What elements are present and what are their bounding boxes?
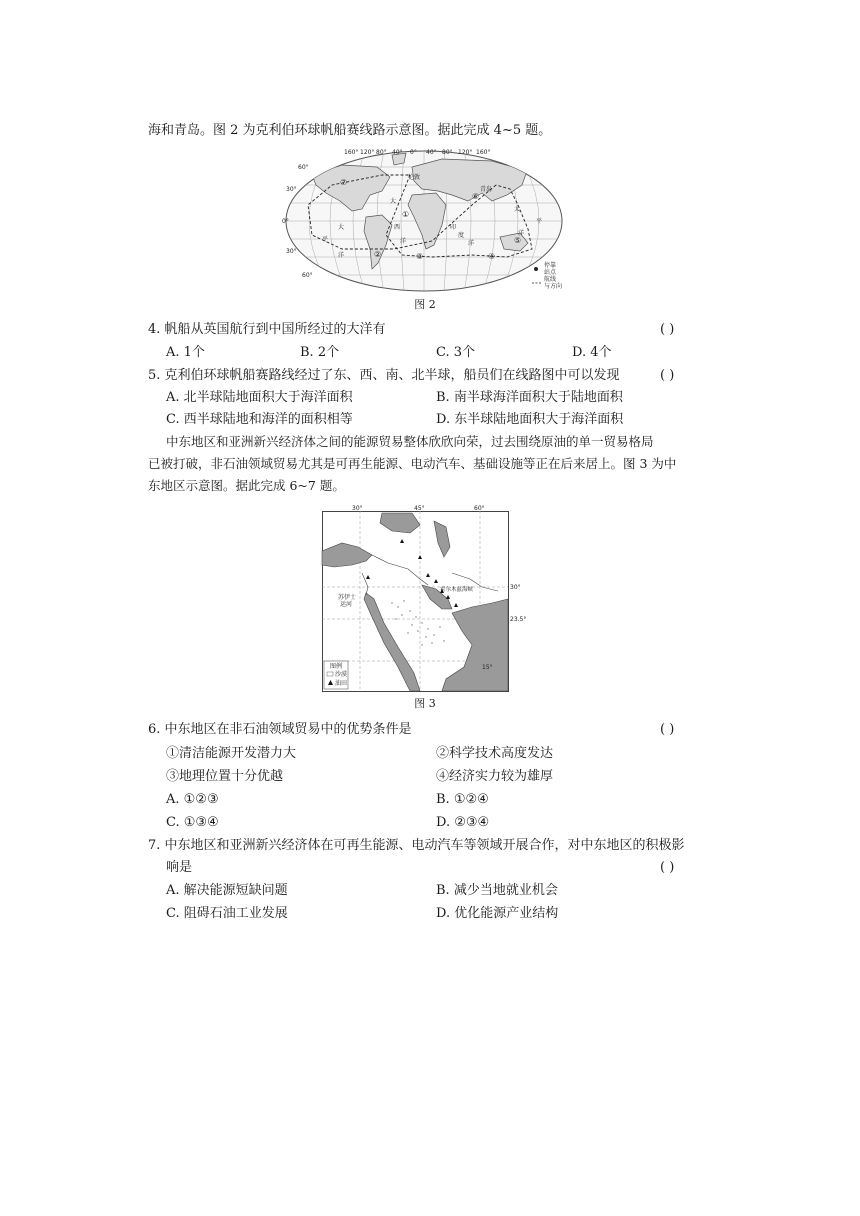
q4-option-a: A. 1个 xyxy=(166,345,205,360)
q7-stem-line-2: 响是 xyxy=(166,860,193,875)
lon-label: 40° xyxy=(426,149,437,156)
lat-label: 30° xyxy=(286,248,297,255)
lon-label: 60° xyxy=(474,505,485,512)
q6-condition-4: ④经济实力较为雄厚 xyxy=(436,769,554,784)
lon-label: 0° xyxy=(410,149,417,156)
q6-condition-3: ③地理位置十分优越 xyxy=(166,769,284,784)
q4-option-c: C. 3个 xyxy=(436,345,476,360)
lon-label: 120° xyxy=(360,149,375,156)
q6-condition-2: ②科学技术高度发达 xyxy=(436,746,554,761)
place-label-suez: 苏伊士 xyxy=(338,594,357,601)
q7-stem-line-1: 7. 中东地区和亚洲新兴经济体在可再生能源、电动汽车等领域开展合作，对中东地区的积极影 xyxy=(148,838,685,853)
lat-label: 60° xyxy=(298,164,309,171)
q6-option-a: A. ①②③ xyxy=(166,792,219,807)
lat-label: 30° xyxy=(510,584,521,591)
lat-label: 30° xyxy=(286,186,297,193)
lon-label: 40° xyxy=(392,149,403,156)
q6-option-d: D. ②③④ xyxy=(436,815,490,830)
ocean-label: 太 xyxy=(514,206,521,213)
intro-text: 海和青岛。图 2 为克利伯环球帆船赛线路示意图。据此完成 4~5 题。 xyxy=(148,123,552,138)
stop-number: ③ xyxy=(416,252,424,261)
legend-text: 与方向 xyxy=(544,283,563,290)
legend-text: 停靠 xyxy=(544,262,557,269)
legend-text: 站点 xyxy=(544,269,557,276)
ocean-label: 大 xyxy=(338,224,345,231)
q7-option-d: D. 优化能源产业结构 xyxy=(436,906,559,921)
ocean-label: 洋 xyxy=(468,240,475,247)
stop-number: ⑤ xyxy=(514,236,522,245)
lon-label: 160° xyxy=(344,149,359,156)
stop-number: ① xyxy=(402,210,410,219)
passage-line-3: 东地区示意图。据此完成 6~7 题。 xyxy=(148,478,345,493)
figure3-legend xyxy=(324,661,348,689)
q7-option-b: B. 减少当地就业机会 xyxy=(436,883,558,898)
ocean-label: 西 xyxy=(394,224,401,231)
figure-2-world-route-map xyxy=(282,145,568,295)
ocean-label: 度 xyxy=(458,232,465,239)
passage-line-1: 中东地区和亚洲新兴经济体之间的能源贸易整体欣欣向荣，过去围绕原油的单一贸易格局 xyxy=(166,434,654,449)
q6-stem: 6. 中东地区在非石油领域贸易中的优势条件是 xyxy=(148,722,412,737)
legend-title: 图例 xyxy=(330,663,343,670)
figure-2-caption: 图 2 xyxy=(414,298,436,311)
q5-option-c: C. 西半球陆地和海洋的面积相等 xyxy=(166,412,353,427)
ocean-label: 平 xyxy=(536,218,543,225)
q6-answer-paren: ( ) xyxy=(660,722,675,737)
figure-3-caption: 图 3 xyxy=(414,697,436,710)
ocean-label: 印 xyxy=(450,224,457,231)
lat-label: 15° xyxy=(482,664,493,671)
lon-label: 80° xyxy=(442,149,453,156)
stop-number: ⑥ xyxy=(472,192,480,201)
port-label-qingdao: 青岛 xyxy=(480,186,493,193)
lon-label: 120° xyxy=(458,149,473,156)
ocean-label: 洋 xyxy=(518,230,525,237)
ocean-label: 洋 xyxy=(338,252,345,259)
q4-option-d: D. 4个 xyxy=(572,345,612,360)
lon-label: 45° xyxy=(414,505,425,512)
q7-answer-paren: ( ) xyxy=(660,860,675,875)
q5-option-d: D. 东半球陆地面积大于海洋面积 xyxy=(436,412,624,427)
lon-label: 30° xyxy=(352,505,363,512)
ocean-label: 大 xyxy=(390,198,397,205)
figure-3-middle-east-map xyxy=(322,503,527,693)
q7-option-a: A. 解决能源短缺问题 xyxy=(166,883,288,898)
q6-option-c: C. ①③④ xyxy=(166,815,219,830)
place-label-hormuz: 霍尔木兹海峡 xyxy=(440,587,474,593)
q4-option-b: B. 2个 xyxy=(300,345,340,360)
q4-answer-paren: ( ) xyxy=(660,322,675,337)
lat-label: 60° xyxy=(302,272,313,279)
place-label-canal: 运河 xyxy=(340,601,353,608)
legend-desert: 沙漠 xyxy=(335,671,348,678)
q6-option-b: B. ①②④ xyxy=(436,792,489,807)
passage-line-2: 已被打破，非石油领域贸易尤其是可再生能源、电动汽车、基础设施等正在后来居上。图 3 为中 xyxy=(148,456,677,471)
q5-answer-paren: ( ) xyxy=(660,368,675,383)
q5-stem: 5. 克利伯环球帆船赛路线经过了东、西、南、北半球，船员们在线路图中可以发现 xyxy=(148,368,620,383)
ocean-label: 平 xyxy=(322,236,329,243)
q4-stem: 4. 帆船从英国航行到中国所经过的大洋有 xyxy=(148,322,386,337)
figure2-legend xyxy=(532,261,562,290)
lat-label: 0° xyxy=(282,218,289,225)
q6-condition-1: ①清洁能源开发潜力大 xyxy=(166,746,297,761)
port-label-london: 伦敦 xyxy=(408,174,421,181)
q5-option-b: B. 南半球海洋面积大于陆地面积 xyxy=(436,390,623,405)
lon-label: 160° xyxy=(476,149,491,156)
q5-option-a: A. 北半球陆地面积大于海洋面积 xyxy=(166,390,353,405)
legend-oilfield: 油田 xyxy=(335,680,348,687)
lon-label: 80° xyxy=(376,149,387,156)
stop-number: ② xyxy=(374,250,382,259)
stop-number: ⑦ xyxy=(340,178,348,187)
ocean-label: 洋 xyxy=(400,238,407,245)
legend-text: 航线 xyxy=(544,276,557,283)
stop-number: ④ xyxy=(488,252,496,261)
q7-option-c: C. 阻碍石油工业发展 xyxy=(166,906,288,921)
lat-label: 23.5° xyxy=(510,616,527,623)
